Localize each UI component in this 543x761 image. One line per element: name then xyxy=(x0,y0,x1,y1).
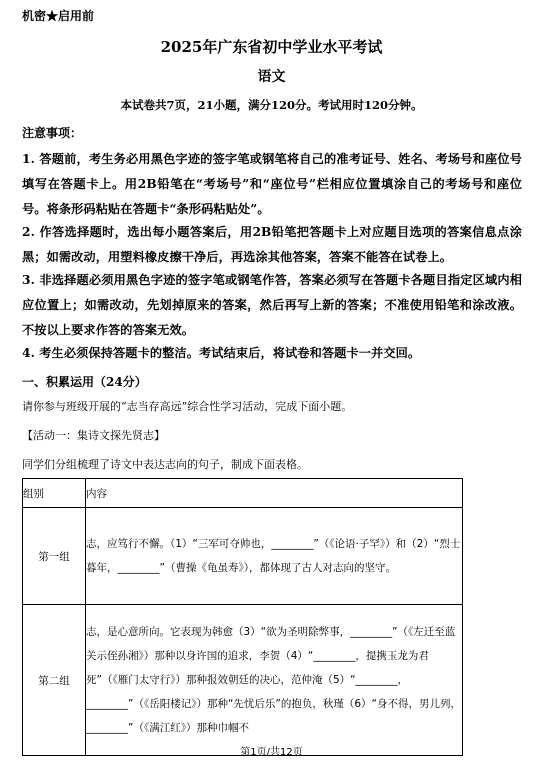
header-content: 内容 xyxy=(86,479,463,508)
poetry-table xyxy=(22,478,463,756)
table-intro: 同学们分组梳理了诗文中表达志向的句子，制成下面表格。 xyxy=(22,458,308,471)
notice-heading: 注意事项： xyxy=(22,126,83,140)
table-row xyxy=(23,605,463,756)
group-cell: 第二组 xyxy=(23,605,86,756)
subject-title: 语文 xyxy=(257,69,286,85)
table-header-row xyxy=(23,479,463,508)
notice-item-1: 1. 答题前，考生务必用黑色字迹的签字笔或钢笔将自己的准考证号、姓名、考场号和座位号填写在答题卡上。用2B铅笔在“考场号”和“座位号”栏相应位置填涂自己的考场号和座位号。将条形码粘贴在答题卡“条形码粘贴处”。 xyxy=(22,152,522,216)
notice-item-2: 2. 作答选择题时，选出每小题答案后，用2B铅笔把答题卡上对应题目选项的答案信息点涂黑；如需改动，用塑料橡皮擦干净后，再选涂其他答案，答案不能答在试卷上。 xyxy=(22,225,522,264)
table-row xyxy=(23,508,463,605)
notice-item-4: 4. 考生必须保持答题卡的整洁。考试结束后，将试卷和答题卡一并交回。 xyxy=(22,346,421,360)
section-intro: 请你参与班级开展的“志当存高远”综合性学习活动，完成下面小题。 xyxy=(22,400,353,413)
secret-mark: 机密★启用前 xyxy=(22,9,95,23)
exam-meta: 本试卷共7页，21小题，满分120分。考试用时120分钟。 xyxy=(120,98,423,112)
group-cell: 第一组 xyxy=(23,508,86,605)
header-group: 组别 xyxy=(23,479,86,508)
section-heading: 一、积累运用（24分） xyxy=(22,375,147,389)
content-cell: 志，是心意所向。它表现为韩愈（3）“欲为圣明除弊事，________”（《左迁至蓝关示侄孙湘》）那种以身许国的追求，李贺（4）“________，提携玉龙为君死”（《雁门太守行》）那种报效朝廷的决心，范仲淹（5）“________，________”（《岳阳楼记》）那种“先忧后乐”的抱负，秋瑾（6）“身不得，男儿列，________”（《满江红》）那种巾帼不 xyxy=(86,605,463,756)
exam-title: 2025年广东省初中学业水平考试 xyxy=(160,38,383,56)
page-footer: 第1页/共12页 xyxy=(240,747,303,758)
content-cell: 志，应笃行不懈。（1）“三军可夺帅也，________”（《论语·子罕》）和（2）“烈士暮年，________”（曹操《龟虽寿》），都体现了古人对志向的坚守。 xyxy=(86,508,463,605)
activity-title: 【活动一：集诗文探先贤志】 xyxy=(22,429,165,442)
notice-item-3: 3. 非选择题必须用黑色字迹的签字笔或钢笔作答，答案必须写在答题卡各题目指定区域内相应位置上；如需改动，先划掉原来的答案，然后再写上新的答案；不准使用铅笔和涂改液。不按以上要求作答的答案无效。 xyxy=(22,273,522,337)
